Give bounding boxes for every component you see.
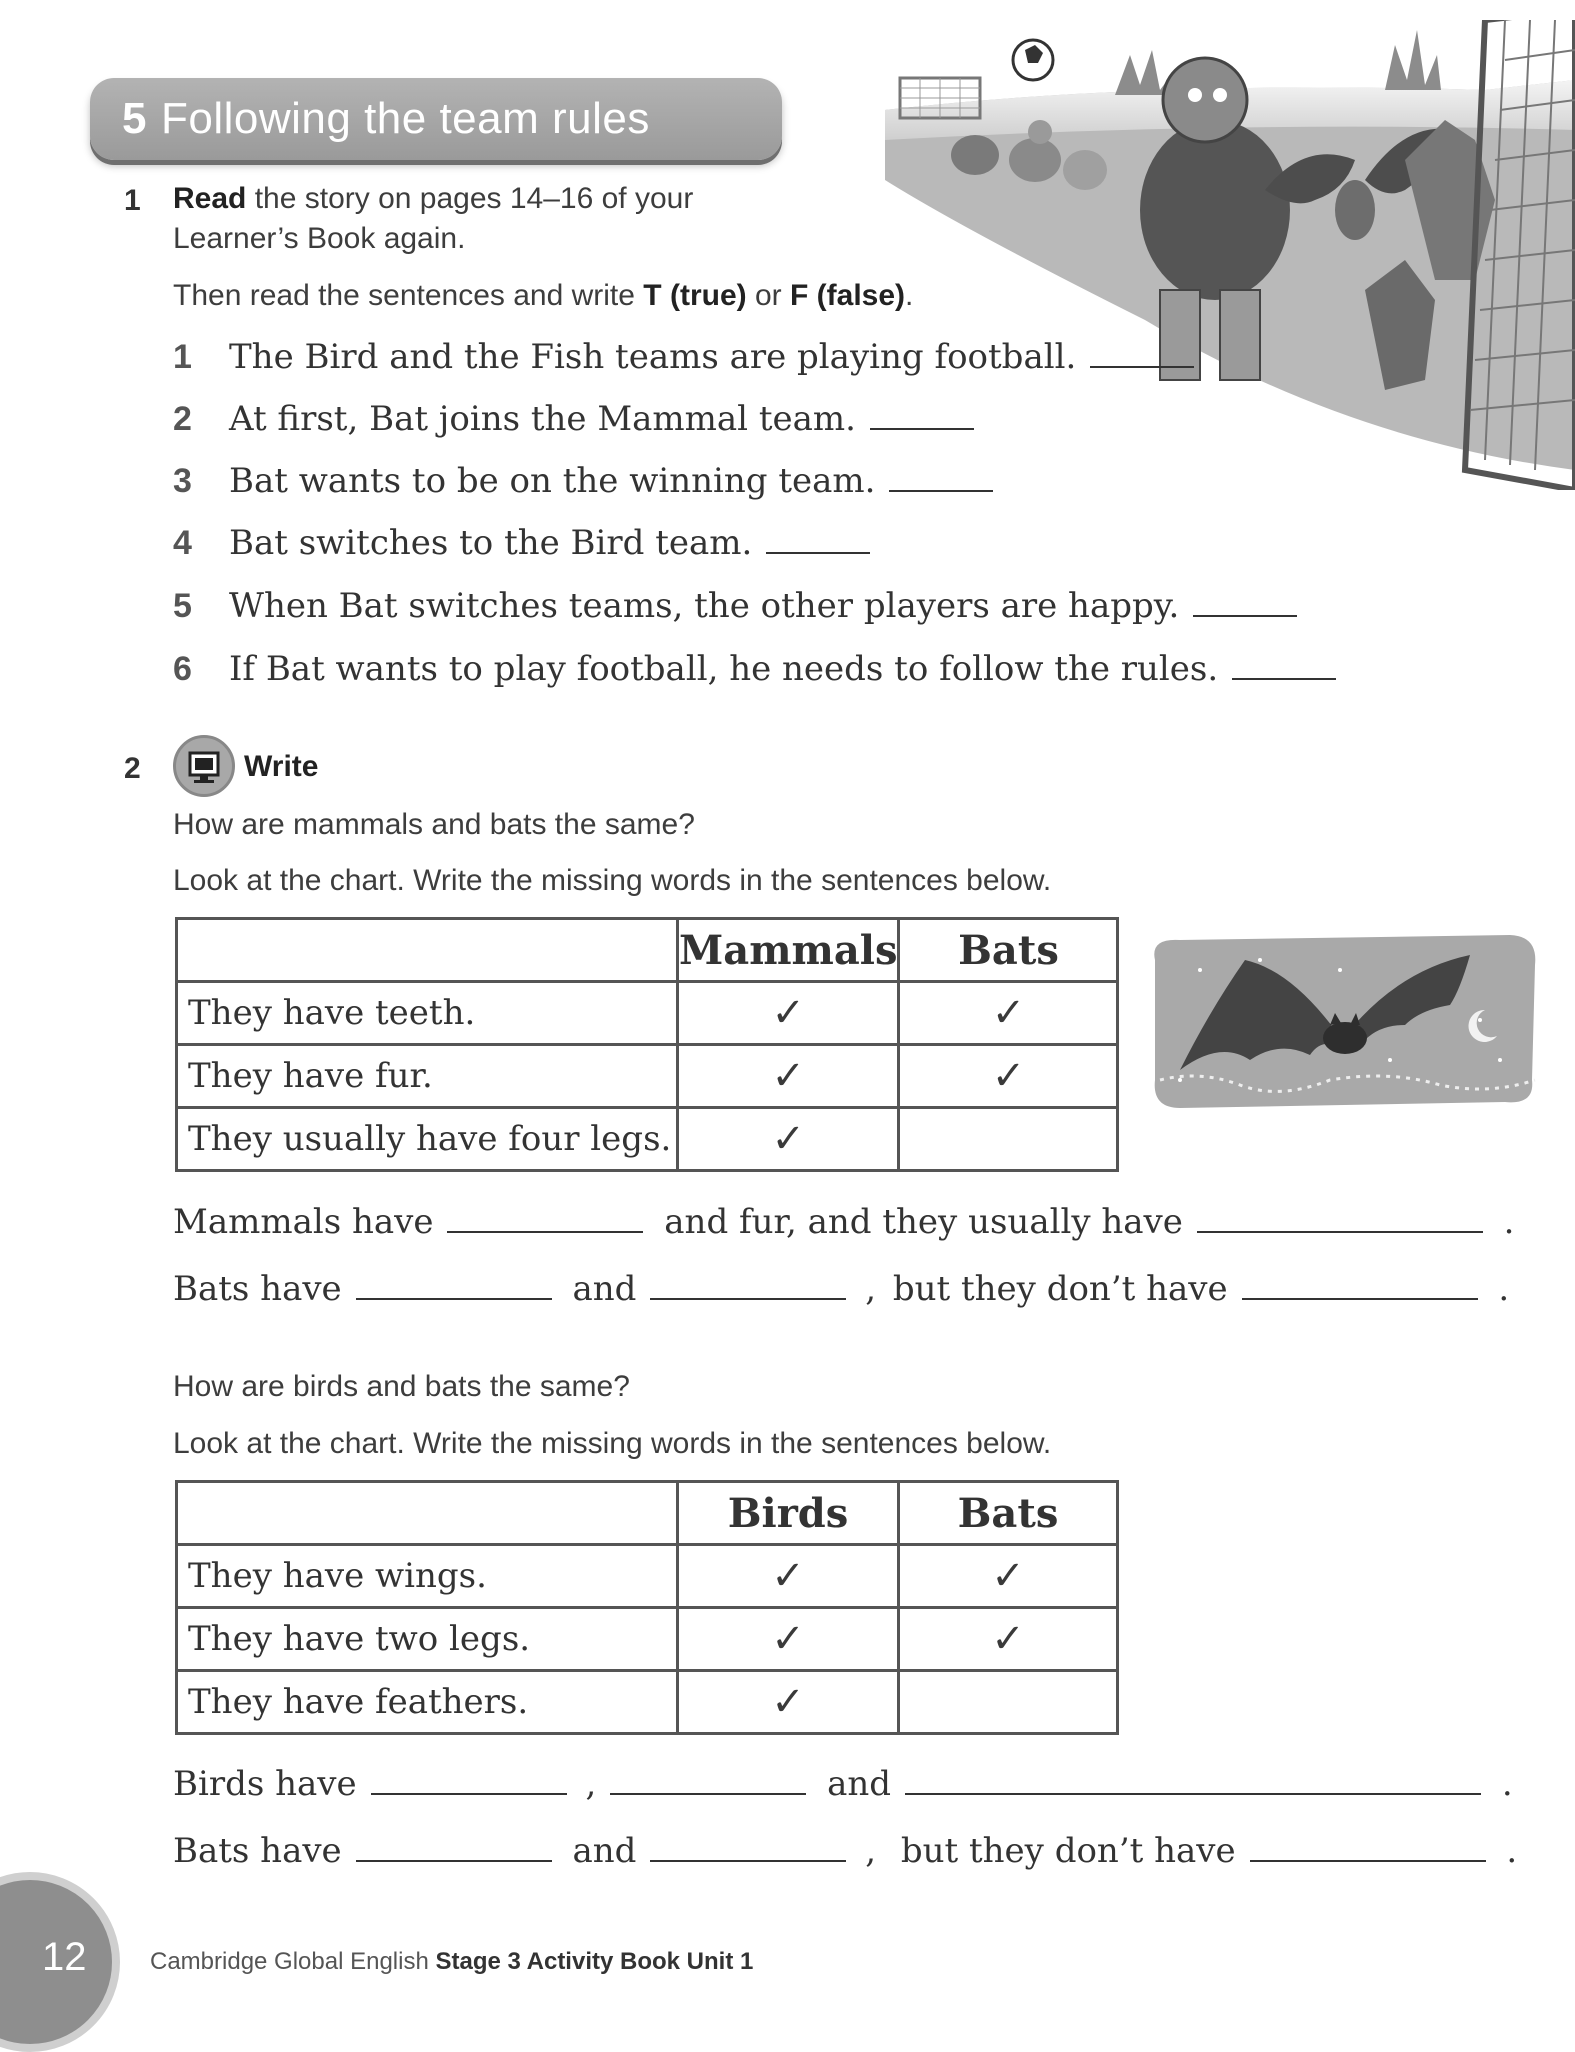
statement-text: At first, Bat joins the Mammal team. [229,399,856,439]
question-1-instruction-line-2: Learner’s Book again. [173,222,466,255]
sentence-text: Bats have [173,1269,342,1309]
section-title-banner [90,78,782,160]
question-1-instruction-line-1 [173,182,693,216]
table-header-row [177,1482,1118,1545]
answer-blank[interactable] [1232,677,1336,680]
answer-blank[interactable] [905,1792,1481,1795]
empty-cell [899,1108,1118,1171]
statement-number: 5 [173,587,192,625]
sentence-text: Bats have [173,1831,342,1871]
check-mark: ✓ [678,1608,899,1671]
table-header-empty [177,919,678,982]
table-header-bats: Bats [899,919,1118,982]
statement-text: Bat wants to be on the winning team. [229,461,876,501]
answer-blank[interactable] [1090,365,1194,368]
sentence-comma: , [585,1764,597,1804]
answer-blank[interactable] [371,1792,567,1795]
sentence-text: but they don’t have [900,1831,1236,1871]
part-a-question: How are mammals and bats the same? [173,808,695,841]
table-header-birds: Birds [678,1482,899,1545]
check-mark: ✓ [678,1108,899,1171]
false-label: F (false) [790,279,906,312]
answer-blank[interactable] [1250,1859,1486,1862]
birds-bats-chart [175,1480,1119,1735]
sentence-period: . [1506,1831,1518,1871]
fill-sentence [173,1764,1513,1804]
sentence-period: . [1501,1764,1513,1804]
sentence-comma: , [865,1831,877,1871]
row-label: They have wings. [177,1545,678,1608]
answer-blank[interactable] [1197,1230,1483,1233]
statement-number: 4 [173,524,192,562]
table-row [177,1108,1118,1171]
statement-item [173,461,993,501]
table-header-empty [177,1482,678,1545]
statement-number: 6 [173,650,192,688]
check-mark: ✓ [899,1045,1118,1108]
statement-text: When Bat switches teams, the other players are happy. [229,586,1180,626]
table-header-mammals: Mammals [678,919,899,982]
empty-cell [899,1671,1118,1734]
row-label: They have two legs. [177,1608,678,1671]
answer-blank[interactable] [889,489,993,492]
section-title: Following the team rules [160,94,650,143]
table-header-bats: Bats [899,1482,1118,1545]
statement-item [173,649,1336,689]
table-row [177,1608,1118,1671]
read-verb: Read [173,182,247,215]
statement-text: Bat switches to the Bird team. [229,523,753,563]
check-mark: ✓ [678,982,899,1045]
statement-item [173,523,870,563]
mammals-bats-chart [175,917,1119,1172]
fill-sentence [173,1202,1514,1242]
sentence-period: . [1498,1269,1510,1309]
bat-night-picture [1140,930,1545,1115]
computer-monitor-icon [173,735,235,797]
statement-text: The Bird and the Fish teams are playing football. [229,337,1077,377]
answer-blank[interactable] [766,551,870,554]
instruction-text: Then read the sentences and write [173,279,635,312]
table-row [177,1671,1118,1734]
write-verb: Write [244,750,319,783]
check-mark: ✓ [899,982,1118,1045]
sentence-text: and [572,1831,637,1871]
row-label: They usually have four legs. [177,1108,678,1171]
answer-blank[interactable] [870,427,974,430]
answer-blank[interactable] [650,1297,846,1300]
series-name: Cambridge Global English [150,1948,429,1975]
section-number: 5 [122,94,147,143]
table-row [177,1545,1118,1608]
sentence-period: . [1503,1202,1515,1242]
table-row [177,1045,1118,1108]
sentence-text: and [572,1269,637,1309]
answer-blank[interactable] [650,1859,846,1862]
sentence-comma: , [865,1269,877,1309]
period: . [905,279,914,312]
sentence-text: and fur, and they usually have [664,1202,1183,1242]
fill-sentence [173,1831,1517,1871]
table-row [177,982,1118,1045]
answer-blank[interactable] [356,1297,552,1300]
page-number: 12 [42,1935,87,1979]
sentence-text: but they don’t have [892,1269,1228,1309]
answer-blank[interactable] [447,1230,643,1233]
check-mark: ✓ [678,1671,899,1734]
check-mark: ✓ [899,1545,1118,1608]
statement-item [173,399,974,439]
statement-number: 1 [173,338,192,376]
statement-text: If Bat wants to play football, he needs to follow the rules. [229,649,1219,689]
check-mark: ✓ [678,1045,899,1108]
statement-item [173,586,1297,626]
or-text: or [754,279,782,312]
part-b-instruction: Look at the chart. Write the missing words in the sentences below. [173,1427,1052,1460]
read-rest: the story on pages 14–16 of your [254,182,694,215]
table-header-row [177,919,1118,982]
answer-blank[interactable] [356,1859,552,1862]
answer-blank[interactable] [610,1792,806,1795]
book-stage: Stage 3 Activity Book Unit 1 [435,1948,754,1975]
check-mark: ✓ [899,1608,1118,1671]
true-label: T (true) [643,279,747,312]
statement-number: 2 [173,400,192,438]
row-label: They have teeth. [177,982,678,1045]
question-2-number: 2 [124,752,141,785]
fill-sentence [173,1269,1509,1309]
part-a-instruction: Look at the chart. Write the missing words in the sentences below. [173,864,1052,897]
answer-blank[interactable] [1193,614,1297,617]
sentence-text: Birds have [173,1764,357,1804]
statement-item [173,337,1194,377]
row-label: They have fur. [177,1045,678,1108]
statement-number: 3 [173,462,192,500]
check-mark: ✓ [678,1545,899,1608]
question-1-instruction-line-3 [173,279,913,313]
answer-blank[interactable] [1242,1297,1478,1300]
footer-credit [150,1948,753,1976]
row-label: They have feathers. [177,1671,678,1734]
sentence-text: Mammals have [173,1202,434,1242]
sentence-text: and [827,1764,892,1804]
question-1-number: 1 [124,184,141,217]
part-b-question: How are birds and bats the same? [173,1370,630,1403]
